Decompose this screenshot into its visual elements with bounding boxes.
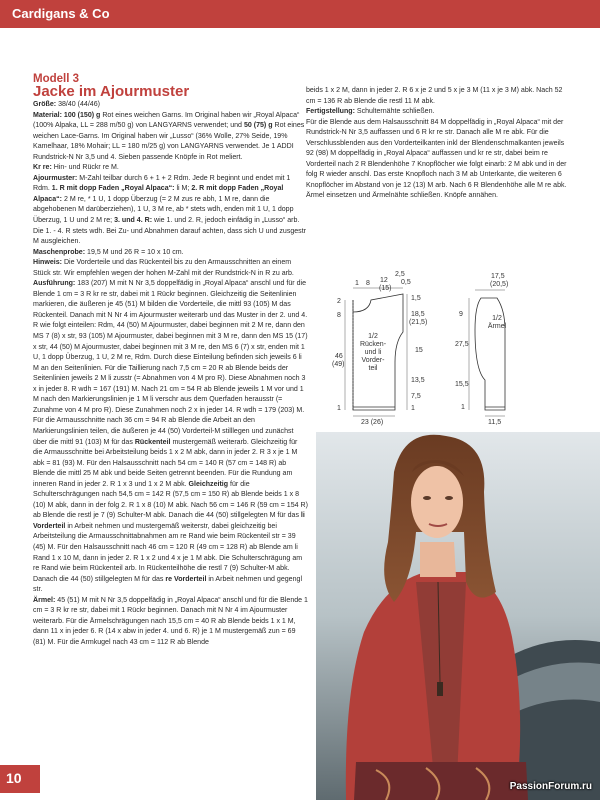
text-run: Schulternähte schließen. (354, 108, 435, 116)
page-number: 10 (6, 770, 22, 786)
body-right-height-5: 7,5 (411, 393, 421, 400)
instructions-right-column (306, 86, 570, 202)
text-run: Hin- und Rückr re M. (51, 164, 119, 172)
sleeve-labels (455, 273, 508, 426)
sleeve-center-label: 1/2 Ärmel (487, 315, 507, 330)
watermark: PassionForum.ru (509, 781, 592, 792)
page-number-box (0, 765, 40, 793)
text-run: Die Vorderteile und das Rückenteil bis zu den Armausschnitten an einem Stück str. Wir empfehlen wegen der hohen M-Zahl mit der Rundstrick-N in R zu arb. (33, 259, 294, 277)
text-run: Rot eines weichen Lace-Garns. Im Original haben wir „Lusso“ (36% Wolle, 27% Seide, 19% Kamelhaar, 18% Mohair; LL = 180 m/25 g) von LANGYARNS verwendet. Je 1 ADDI Rundstrick-N Nr 3,5 und 4. Sieben passende Knöpfe in Rot meliert. (33, 122, 305, 161)
sleeve-bottom-width: 11,5 (488, 419, 502, 426)
bold-run: Hinweis: (33, 259, 62, 267)
body-right-height-6: 1 (411, 405, 415, 412)
body-left-height-3: 46 (49) (332, 353, 345, 368)
body-left-height-4: 1 (337, 405, 341, 412)
text-run: 45 (51) M mit N Nr 3,5 doppelfädig in „Royal Alpaca“ anschl und für die Blende 1 cm = 3 R kr re str, dabei mit 1 Rückr beginnen. Danach mit N Nr 4 im Ajourmuster weiterarb. Für die Ärmelschrägungen nach 15,5 cm = 40 R ab Blende beids 1 x 1 M, dann 11 x in jeder 6. R (14 x abw in jeder 4. und 6. R) je 1 M mustergemäß zun = 69 (81) M. Für die Armkugel nach 43 cm = 112 R ab Blende (33, 596, 308, 646)
section-title: Cardigans & Co (12, 6, 110, 21)
text-run: Rot eines weichen Garns. Im Original haben wir „Royal Alpaca“ (100% Alpaka, LL = 288 m/50 g) von LANGYARNS verwendet; und (33, 111, 300, 130)
body-left-height-1: 2 (337, 298, 341, 305)
bold-run: Rückenteil (134, 438, 171, 446)
paragraph (306, 118, 570, 202)
bold-run: li Vorderteil (33, 512, 305, 530)
text-run: 183 (207) M mit N Nr 3,5 doppelfädig in „Royal Alpaca“ anschl und für die Blende 1 cm = 3 R kr re str, dabei mit 1 Rückr beginnen. Gleichzeitig die Seitenlinien markieren, die äußeren je 45 (51) M bilden die Vorderteile, die mittl 93 (105) M das Rückenteil. Danach mit N Nr 4 im Ajourmuster weiterarb und das Muster in der 2. und 4. R wie folgt einteilen: Rdm, 44 (50) M Ajourmuster, dabei beginnen mit 2 M re, dann den MS 7 (8) x str, 93 (105) M Ajourmuster, dabei beginnen mit 3 M re, dann den MS 15 (17) x str, 44 (50) M Ajourmuster, dabei beginnen mit 3 M re, den MS 6 (7) x str, enden mit 1 U, 1 dopp Überzug, 1 U, 2 M re, Rdm. Durch diese Einteilung befinden sich jeweils 6 li M an den Seitenlinien. Für die Taillierung nach 7,5 cm = 20 R ab Blende beids der Seitenlinien jeweils 2 M li zusstr (= Abnahmen von 4 M pro R). Diese Abnahmen noch 3 x in jeder 8. R wdh = 167 (191) M. Nach 21 cm = 54 R ab Blende jeweils 1 M vor und 1 M nach den Markierungslinien je 1 M li verschr aus dem Querfaden herausstr (= Zunahme von 4 M pro R). Diese Zunahmen noch 2 x in jeder 14. R wdh = 179 (203) M. Für die Armausschnitte nach 36 cm = 94 R ab Blende die Arbeit an den Markierungslinien teilen, die äußeren je 44 (50) Vorderteil-M stilllegen und zunächst über die mittl 91 (103) M für das (33, 280, 308, 446)
body-top-width-2: 8 (366, 280, 370, 287)
text-run: mustergemäß weiterarb. Gleichzeitig für die Armausschnitte bei Arbeitsteilung beids 1 x 2 M abk, dann in jeder 2. R 3 x je 1 M abk = 81 (93) M. Für den Halsausschnitt nach 54 cm = 140 R (57 cm = 148 R) ab Blende die mittl 25 M abk und beide Seiten getrennt beenden. Für die Rundung am inneren Rand in jeder 2. R 1 x 3 und 1 x 2 M abk. (33, 438, 298, 488)
body-right-height-2: 18,5 (21,5) (409, 311, 428, 326)
text-run: li M; (174, 185, 192, 193)
text-run: wie 1. und 2. R, jedoch einfädig in „Lusso“ arb. Die 1. - 4. R stets wdh. Bei Zu- und Abnahmen darauf achten, dass sich U und zusgestr M ausgleichen. (33, 217, 307, 246)
text-run: in Arbeit nehmen und gegengl str. (33, 575, 303, 594)
body-right-height-1: 1,5 (411, 295, 421, 302)
text-run: 2 M re, * 1 U, 1 dopp Überzug (= 2 M zus re abh, 1 M re, dann die abgehobenen M darüberziehen), 1 U, 3 M re, ab * stets wdh, enden mit 1 U, 1 dopp Überzug, 1 U und 2 M re; (33, 195, 294, 225)
sleeve-top-width: 17,5 (20,5) (490, 273, 509, 288)
body-top-width-1: 1 (355, 280, 359, 287)
bold-run: 3. und 4. R: (114, 217, 153, 225)
body-right-height-4: 13,5 (411, 377, 425, 384)
paragraph (33, 111, 308, 164)
body-labels (332, 271, 427, 426)
paragraph (33, 163, 308, 174)
bold-run: Ausführung: (33, 280, 76, 288)
sleeve-left-height-4: 1 (461, 404, 465, 411)
model-label: Modell 3 (33, 73, 80, 85)
bold-run: Fertigstellung: (306, 108, 355, 116)
bold-run: Gleichzeitig (188, 480, 229, 488)
text-run: 19,5 M und 26 R = 10 x 10 cm. (85, 248, 184, 256)
paragraph (306, 107, 570, 118)
paragraph (306, 86, 570, 107)
sleeve-schematic (469, 290, 505, 416)
body-bottom-width: 23 (26) (361, 419, 384, 426)
paragraph (33, 279, 308, 595)
paragraph (33, 174, 308, 248)
body-top-width-3: 12 (15) (379, 277, 392, 292)
text-run: 38/40 (44/46) (56, 101, 100, 108)
model-photo (316, 432, 600, 800)
text-run: M-Zahl teilbar durch 6 + 1 + 2 Rdm. Jede R beginnt und endet mit 1 Rdm. (33, 174, 291, 193)
bold-run: Maschenprobe: (33, 248, 86, 256)
text-run: in Arbeit nehmen und mustergemäß weiterstr, dabei gleichzeitig bei Arbeitsteilung die Armausschnittabnahmen am re Rand wie beim Rückenteil str = 39 (45) M. Für den Halsausschnitt nach 46 cm = 120 R (49 cm = 128 R) ab Blende am li Rand 1 x 10 M, dann in jeder 2. R 1 x 2 und 4 x je 1 M abk. Die Schulterschrägung am re Rand wie beim Rückenteil arb. In Rückenteilhöhe die restl 7 (9) Schulter-M abk. Danach die 44 (50) stillgelegten M für das (33, 522, 303, 583)
sleeve-left-height-3: 15,5 (455, 381, 469, 388)
instructions-left-column (33, 100, 308, 648)
model-title: Jacke im Ajourmuster (33, 83, 190, 100)
body-left-height-2: 8 (337, 312, 341, 319)
bold-run: Kr re: (33, 164, 52, 172)
body-right-height-3: 15 (415, 347, 423, 354)
bold-run: Material: 100 (150) g (33, 111, 101, 119)
section-header (0, 0, 600, 28)
body-top-width-4: 2,5 (395, 271, 405, 278)
sleeve-left-height-1: 9 (459, 311, 463, 318)
body-center-label: 1/2 Rücken-und li Vorder-teil (359, 333, 387, 372)
body-top-width-5: 0,5 (401, 279, 411, 286)
text-run: für die Schulterschrägungen nach 54,5 cm = 142 R (57,5 cm = 150 R) ab Blende beids 1 x 8 (10) M abk, dann in der folg 2. R 1 x 8 (10) M abk. Nach 56 cm = 146 R (59 cm = 154 R) ab Blende die restl je 7 (9) Schulter-M abk. Danach die 44 (50) stillgelegten M für das (33, 480, 308, 520)
text-run: beids 1 x 2 M, dann in jeder 2. R 6 x je 2 und 5 x je 3 M (11 x je 3 M) abk. Nach 52 cm = 136 R ab Blende die restl 11 M abk. (306, 87, 563, 105)
paragraph (33, 258, 308, 279)
bold-run: re Vorderteil (165, 575, 207, 583)
pattern-schematic (325, 270, 600, 430)
bold-run: 2. R mit dopp Faden „Royal Alpaca“: (33, 185, 284, 203)
bold-run: Ajourmuster: (33, 174, 78, 182)
bold-run: Größe: (33, 101, 57, 108)
bold-run: 50 (75) g (243, 122, 273, 130)
paragraph (33, 596, 308, 649)
text-run: Für die Blende aus dem Halsausschnitt 84 M doppelfädig in „Royal Alpaca“ mit der Rundstrick-N Nr 3,5 auffassen und 6 R kr re str. Danach alle M re abk. Für die Verschlussblenden aus den Vorderteilkanten inkl der Blendenschmalkanten jeweils 92 (98) M doppelfädig in „Royal Alpaca“ auffassen und kr re str, dabei beim re Vorderteil nach 2 R Blendenhöhe 7 Knopflöcher wie folgt einarb: 2 M abk und in der folg R wieder anschl. Das erste Knopfloch nach 3 M ab Unterkante, die weiteren 6 Knopflöcher im Abstand von je 12 (13) M arb. Nach 6 R Blendenhöhe alle M re abk. Ärmel einsetzen und Ärmelnähte schließen. Knöpfe annähen. (306, 118, 567, 200)
paragraph (33, 248, 308, 259)
sleeve-left-height-2: 27,5 (455, 341, 469, 348)
bold-run: 1. R mit dopp Faden „Royal Alpaca“: (51, 185, 175, 193)
paragraph (33, 100, 308, 111)
bold-run: Ärmel: (33, 596, 56, 604)
